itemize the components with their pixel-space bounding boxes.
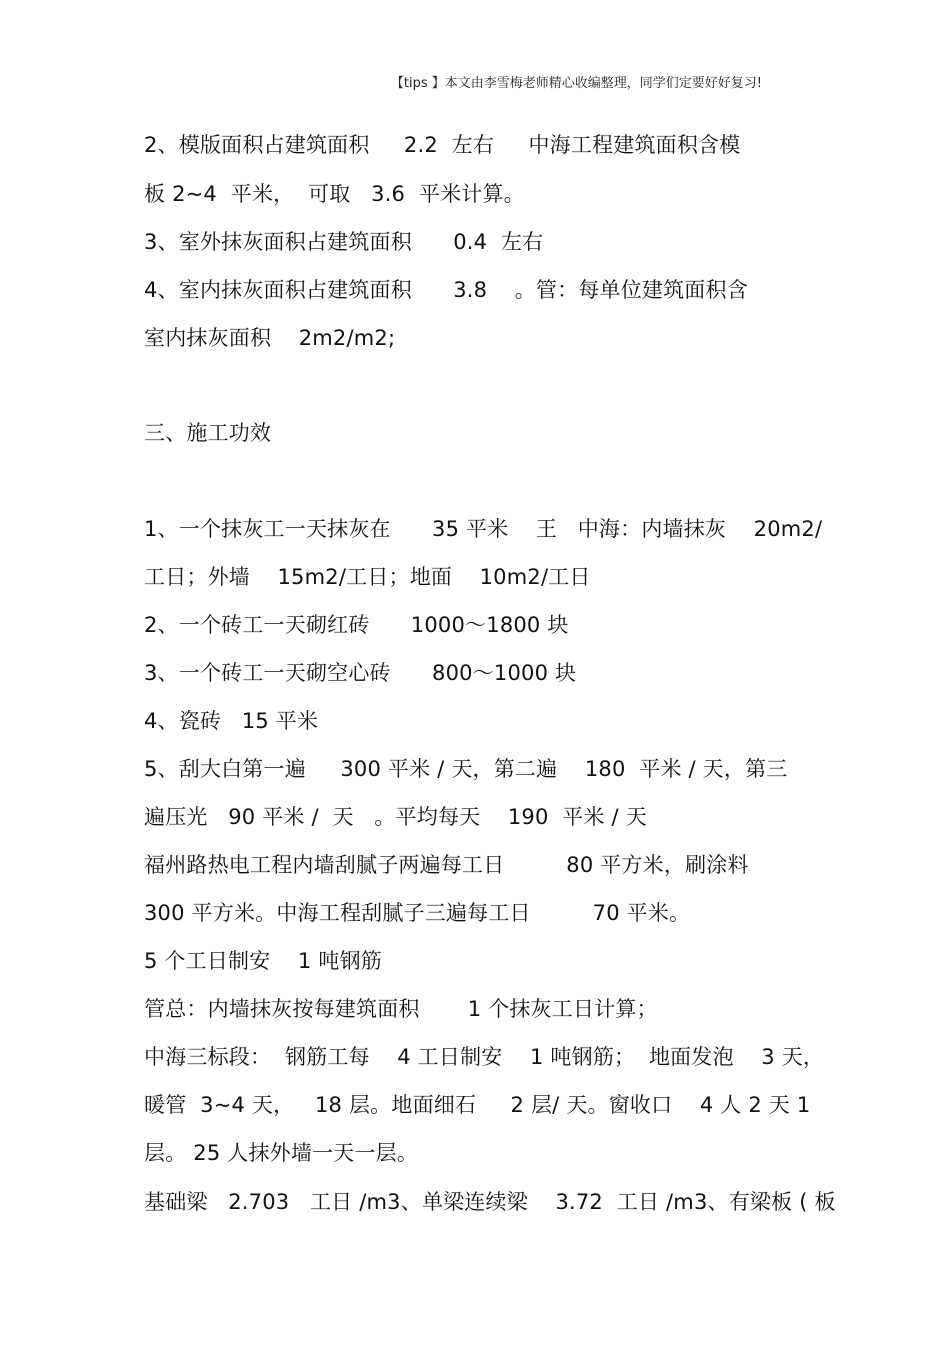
text-line: 5、刮大白第一遍 300 平米 / 天，第二遍 180 平米 / 天，第三 — [144, 757, 788, 781]
text-line: 3、室外抹灰面积占建筑面积 0.4 左右 — [144, 230, 544, 254]
header-tip: 【tips 】本文由李雪梅老师精心收编整理，同学们定要好好复习! — [390, 76, 762, 91]
text-line: 板 2~4 平米， 可取 3.6 平米计算。 — [144, 182, 525, 206]
text-line: 3、一个砖工一天砌空心砖 800～1000 块 — [144, 661, 577, 685]
text-line: 暖管 3~4 天， 18 层。地面细石 2 层/ 天。窗收口 4 人 2 天 1 — [144, 1093, 811, 1117]
text-line: 4、瓷砖 15 平米 — [144, 709, 319, 733]
text-line: 中海三标段： 钢筋工每 4 工日制安 1 吨钢筋； 地面发泡 3 天， — [144, 1045, 825, 1069]
text-line: 1、一个抹灰工一天抹灰在 35 平米 王 中海：内墙抹灰 20m2/ — [144, 517, 823, 541]
text-line: 工日；外墙 15m2/工日；地面 10m2/工日 — [144, 565, 591, 589]
text-line: 室内抹灰面积 2m2/m2; — [144, 326, 396, 350]
text-line: 2、一个砖工一天砌红砖 1000～1800 块 — [144, 613, 569, 637]
text-line: 2、模版面积占建筑面积 2.2 左右 中海工程建筑面积含模 — [144, 133, 741, 157]
text-line: 福州路热电工程内墙刮腻子两遍每工日 80 平方米，刷涂料 — [144, 853, 749, 877]
text-line: 管总：内墙抹灰按每建筑面积 1 个抹灰工日计算； — [144, 997, 658, 1021]
text-line: 300 平方米。中海工程刮腻子三遍每工日 70 平米。 — [144, 901, 691, 925]
section-heading: 三、施工功效 — [144, 421, 272, 445]
text-line: 遍压光 90 平米 / 天 。平均每天 190 平米 / 天 — [144, 805, 647, 829]
text-line: 5 个工日制安 1 吨钢筋 — [144, 949, 382, 973]
text-line: 4、室内抹灰面积占建筑面积 3.8 。管：每单位建筑面积含 — [144, 278, 748, 302]
text-line: 基础梁 2.703 工日 /m3、单梁连续梁 3.72 工日 /m3、有梁板 ( 板 — [144, 1190, 836, 1214]
text-line: 层。 25 人抹外墙一天一层。 — [144, 1141, 419, 1165]
